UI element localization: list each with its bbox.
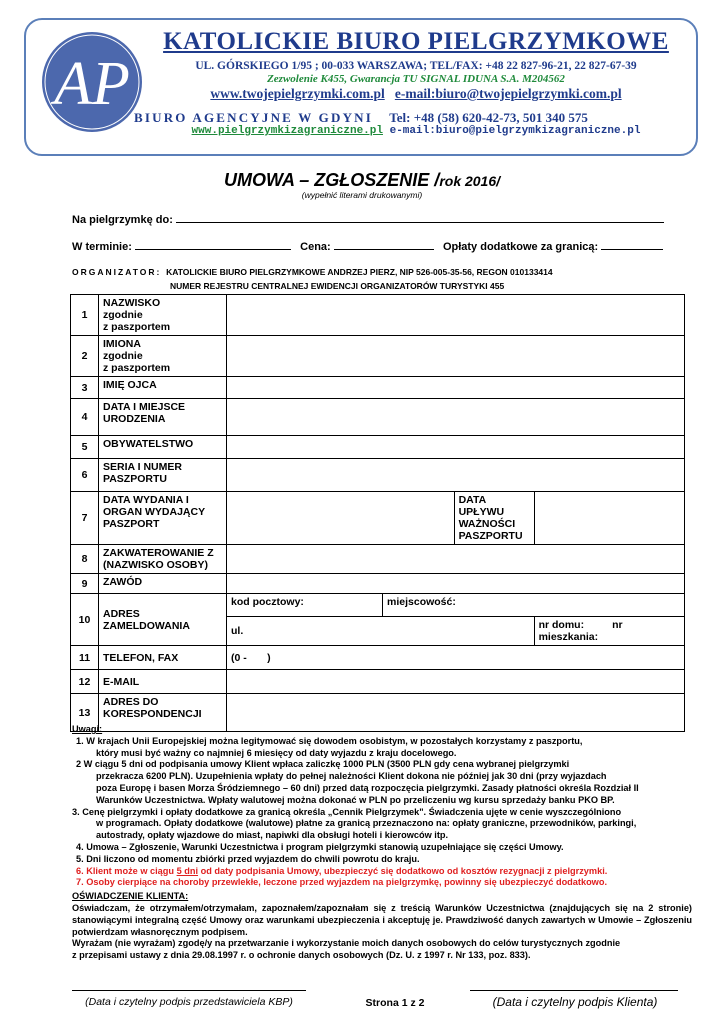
passport-number-input[interactable] bbox=[227, 459, 685, 492]
row-label: TELEFON, FAX bbox=[99, 646, 227, 670]
email-link[interactable]: e-mail:biuro@twojepielgrzymki.com.pl bbox=[394, 86, 622, 101]
organizer-line bbox=[72, 267, 553, 277]
agency-name: BIURO AGENCYJNE W GDYNI bbox=[134, 110, 374, 125]
svg-text:AP: AP bbox=[54, 50, 130, 118]
first-names-input[interactable] bbox=[227, 336, 685, 377]
note-1-cont: który musi być ważny co najmniej 6 miesięcy od daty wyjazdu z kraju docelowego. bbox=[96, 747, 457, 758]
row-label: DATA I MIEJSCE URODZENIA bbox=[99, 399, 227, 436]
table-row bbox=[71, 295, 685, 336]
organizer-label: ORGANIZATOR: bbox=[72, 267, 162, 277]
table-row bbox=[71, 594, 685, 617]
postal-code-field[interactable]: kod pocztowy: bbox=[227, 594, 383, 617]
note-1: 1. W krajach Unii Europejskiej można legitymować się dowodem osobistym, w pozostałych korzystamy z paszportu, bbox=[76, 735, 583, 746]
table-row bbox=[71, 436, 685, 459]
roommate-input[interactable] bbox=[227, 545, 685, 574]
birth-date-place-input[interactable] bbox=[227, 399, 685, 436]
notes-section bbox=[72, 724, 692, 962]
row-label: NAZWISKO zgodnie z paszportem bbox=[99, 295, 227, 336]
note-2-cont: przekracza 6200 PLN). Uzupełnienia wpłaty do pełnej należności Klient dokona nie później jak 30 dni (przy wyjazdach bbox=[96, 771, 607, 782]
note-5: 5. Dni liczono od momentu zbiórki przed wyjazdem do chwili powrotu do kraju. bbox=[76, 853, 420, 864]
note-2-cont: poza Europę i basen Morza Śródziemnego – 60 dni) przed datą rozpoczęcia pielgrzymki. Zasady płatności określa Rozdział II bbox=[96, 782, 639, 793]
city-field[interactable]: miejscowość: bbox=[383, 594, 685, 617]
note-3-cont: w programach. Opłaty dodatkowe (walutowe) płatne za granicą przeznaczono na: opłaty graniczne, przewodników, parkingi, bbox=[96, 818, 637, 829]
company-address: UL. GÓRSKIEGO 1/95 ; 00-033 WARSZAWA; TEL/FAX: +48 22 827-96-21, 22 827-67-39 bbox=[195, 60, 637, 72]
row-number: 4 bbox=[71, 399, 99, 436]
email-input[interactable] bbox=[227, 670, 685, 694]
row-number: 12 bbox=[71, 670, 99, 694]
declaration-heading: OŚWIADCZENIE KLIENTA: bbox=[72, 891, 189, 902]
signature-line-client[interactable] bbox=[470, 990, 678, 991]
row-label: IMIONA zgodnie z paszportem bbox=[99, 336, 227, 377]
signature-line-kbp[interactable] bbox=[72, 990, 306, 991]
pilgrimage-label: Na pielgrzymkę do: bbox=[72, 214, 173, 226]
house-flat-field[interactable]: nr domu: nr mieszkania: bbox=[534, 617, 684, 646]
signature-label-client: (Data i czytelny podpis Klienta) bbox=[492, 995, 658, 1009]
table-row bbox=[71, 377, 685, 399]
document-title: UMOWA – ZGŁOSZENIE /rok 2016/ bbox=[223, 170, 501, 190]
row-label: OBYWATELSTWO bbox=[99, 436, 227, 459]
pilgrimage-input[interactable] bbox=[176, 211, 664, 223]
note-3: 3. Cenę pielgrzymki i opłaty dodatkowe za granicą określa „Cennik Pielgrzymek". Świadczenia ujęte w cenie wyszczególniono bbox=[72, 806, 622, 817]
occupation-input[interactable] bbox=[227, 574, 685, 594]
table-row bbox=[71, 646, 685, 670]
organizer-registry: NUMER REJESTRU CENTRALNEJ EWIDENCJI ORGANIZATORÓW TURYSTYKI 455 bbox=[170, 281, 505, 291]
consent-text: Wyrażam (nie wyrażam) zgodę/y na przetwarzanie i wykorzystanie moich danych osobowych do celów turystycznych zgodnie bbox=[72, 938, 621, 949]
company-license: Zezwolenie K455, Gwarancja TU SIGNAL IDUNA S.A. M204562 bbox=[267, 73, 565, 85]
note-3-cont: autostrady, opłaty wjazdowe do miast, napiwki dla obsługi hoteli i kierowców itp. bbox=[96, 830, 449, 841]
row-number: 7 bbox=[71, 492, 99, 545]
note-2: 2 W ciągu 5 dni od podpisania umowy Klient wpłaca zaliczkę 1000 PLN (3500 PLN gdy cena wybranej pielgrzymki bbox=[76, 759, 570, 770]
table-row bbox=[71, 336, 685, 377]
street-field[interactable]: ul. bbox=[227, 617, 535, 646]
row-label: ADRES DO KORESPONDENCJI bbox=[99, 694, 227, 732]
date-input[interactable] bbox=[135, 238, 291, 250]
table-row bbox=[71, 459, 685, 492]
row-number: 6 bbox=[71, 459, 99, 492]
row-number: 5 bbox=[71, 436, 99, 459]
passport-expiry-label: DATA UPŁYWU WAŻNOŚCI PASZPORTU bbox=[454, 492, 534, 545]
note-4: 4. Umowa – Zgłoszenie, Warunki Uczestnictwa i program pielgrzymki stanowią uzupełniające się części Umowy. bbox=[76, 841, 564, 852]
note-2-cont: Warunków Uczestnictwa. Wpłaty walutowej można dokonać w PLN po przeliczeniu wg kursu sprzedaży banku PKO BP. bbox=[96, 794, 615, 805]
father-name-input[interactable] bbox=[227, 377, 685, 399]
row-number: 9 bbox=[71, 574, 99, 594]
row-number: 8 bbox=[71, 545, 99, 574]
row-label: IMIĘ OJCA bbox=[99, 377, 227, 399]
signature-label-kbp: (Data i czytelny podpis przedstawiciela KBP) bbox=[85, 996, 293, 1008]
row-label: DATA WYDANIA I ORGAN WYDAJĄCY PASZPORT bbox=[99, 492, 227, 545]
notes-heading: Uwagi: bbox=[72, 724, 103, 734]
pilgrimage-field bbox=[72, 211, 664, 226]
table-row bbox=[71, 574, 685, 594]
website-link[interactable]: www.twojepielgrzymki.com.pl bbox=[210, 86, 385, 101]
consent-text-cont: z przepisami ustawy z dnia 29.08.1997 r. o ochronie danych osobowych (Dz. U. z 1997 r. Nr 133, poz. 833). bbox=[72, 950, 531, 961]
row-number: 10 bbox=[71, 594, 99, 646]
note-7: 7. Osoby cierpiące na choroby przewlekłe, leczone przed wyjazdem na pielgrzymkę, powinny się ubezpieczyć dodatkowo. bbox=[76, 877, 607, 888]
document-subtitle: (wypełnić literami drukowanymi) bbox=[301, 190, 423, 200]
agency-line bbox=[134, 110, 694, 126]
passport-issue-input[interactable] bbox=[227, 492, 455, 545]
table-row bbox=[71, 545, 685, 574]
agency-website-link[interactable]: www.pielgrzymkizagraniczne.pl bbox=[191, 125, 383, 137]
row-number: 13 bbox=[71, 694, 99, 732]
row-label: SERIA I NUMER PASZPORTU bbox=[99, 459, 227, 492]
fees-label: Opłaty dodatkowe za granicą: bbox=[442, 241, 599, 253]
table-row bbox=[71, 399, 685, 436]
agency-email[interactable]: e-mail:biuro@pielgrzymkizagraniczne.pl bbox=[389, 125, 641, 137]
citizenship-input[interactable] bbox=[227, 436, 685, 459]
declaration-text: Oświadczam, że otrzymałem/otrzymałam, zapoznałem/zapoznałam się z treścią Warunków Uczestnictwa (znajdujących się na 2 stronie) stanowiącymi integralną część Umowy oraz warunkami ubezpieczenia i akceptuję je. Prawdziwość danych zawartych w Umowie – Zgłoszeniu potwierdzam własnoręcznym podpisem. bbox=[72, 902, 692, 937]
date-label: W terminie: bbox=[72, 241, 132, 253]
agency-contact-line bbox=[150, 125, 682, 137]
row-label: ZAWÓD bbox=[99, 574, 227, 594]
company-logo bbox=[40, 30, 144, 134]
row-number: 2 bbox=[71, 336, 99, 377]
row-label: ZAKWATEROWANIE Z (NAZWISKO OSOBY) bbox=[99, 545, 227, 574]
passport-expiry-input[interactable] bbox=[534, 492, 684, 545]
table-row bbox=[71, 492, 685, 545]
company-contact-line bbox=[150, 86, 682, 102]
row-label: E-MAIL bbox=[99, 670, 227, 694]
row-label: ADRES ZAMELDOWANIA bbox=[99, 594, 227, 646]
row-number: 1 bbox=[71, 295, 99, 336]
phone-input[interactable]: (0 - ) bbox=[227, 646, 685, 670]
row-number: 3 bbox=[71, 377, 99, 399]
page-number: Strona 1 z 2 bbox=[365, 997, 425, 1009]
fees-input[interactable] bbox=[601, 238, 663, 250]
date-price-field bbox=[72, 238, 663, 253]
surname-input[interactable] bbox=[227, 295, 685, 336]
price-label: Cena: bbox=[300, 241, 331, 253]
table-row bbox=[71, 670, 685, 694]
registration-form-table bbox=[70, 294, 685, 732]
note-6: 6. Klient może w ciągu 5 dni od daty podpisania Umowy, ubezpieczyć się dodatkowo od kosztów rezygnacji z pielgrzymki. bbox=[76, 865, 608, 876]
row-number: 11 bbox=[71, 646, 99, 670]
price-input[interactable] bbox=[334, 238, 434, 250]
organizer-text: KATOLICKIE BIURO PIELGRZYMKOWE ANDRZEJ PIERZ, NIP 526-005-35-56, REGON 010133414 bbox=[166, 267, 553, 277]
agency-phone: Tel: +48 (58) 620-42-73, 501 340 575 bbox=[389, 110, 588, 125]
company-name: KATOLICKIE BIURO PIELGRZYMKOWE bbox=[163, 28, 669, 55]
